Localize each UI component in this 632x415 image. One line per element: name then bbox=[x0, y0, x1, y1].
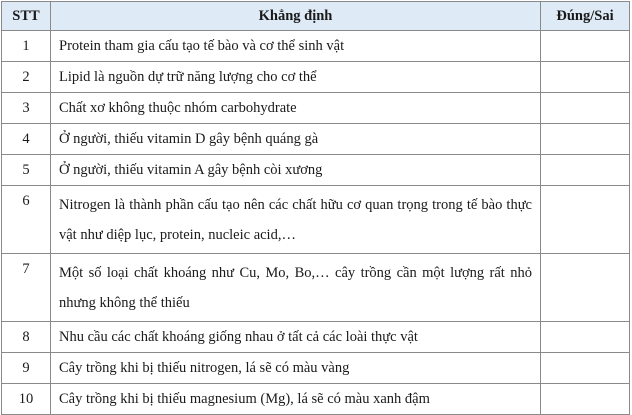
answer-cell[interactable] bbox=[541, 155, 630, 186]
answer-cell[interactable] bbox=[541, 124, 630, 155]
row-number: 4 bbox=[2, 124, 51, 155]
statement-text: Một số loại chất khoáng như Cu, Mo, Bo,… cây trồng cần một lượng rất nhỏ nhưng không thể thiếu bbox=[51, 254, 541, 322]
table-row bbox=[2, 155, 630, 186]
statement-text: Ở người, thiếu vitamin D gây bệnh quáng gà bbox=[51, 124, 541, 155]
row-number: 2 bbox=[2, 62, 51, 93]
row-number: 1 bbox=[2, 31, 51, 62]
statement-text: Cây trồng khi bị thiếu nitrogen, lá sẽ có màu vàng bbox=[51, 353, 541, 384]
statement-text: Lipid là nguồn dự trữ năng lượng cho cơ thể bbox=[51, 62, 541, 93]
statement-text: Protein tham gia cấu tạo tế bào và cơ thể sinh vật bbox=[51, 31, 541, 62]
answer-cell[interactable] bbox=[541, 93, 630, 124]
row-number: 7 bbox=[2, 254, 51, 322]
answer-cell[interactable] bbox=[541, 254, 630, 322]
row-number: 6 bbox=[2, 186, 51, 254]
statement-text: Chất xơ không thuộc nhóm carbohydrate bbox=[51, 93, 541, 124]
row-number: 10 bbox=[2, 384, 51, 415]
table-row bbox=[2, 322, 630, 353]
table-row bbox=[2, 254, 630, 322]
header-answer: Đúng/Sai bbox=[541, 2, 630, 31]
row-number: 9 bbox=[2, 353, 51, 384]
answer-cell[interactable] bbox=[541, 353, 630, 384]
statement-text: Ở người, thiếu vitamin A gây bệnh còi xương bbox=[51, 155, 541, 186]
table-row bbox=[2, 62, 630, 93]
statement-text: Nitrogen là thành phần cấu tạo nên các chất hữu cơ quan trọng trong tế bào thực vật như diệp lục, protein, nucleic acid,… bbox=[51, 186, 541, 254]
table-row bbox=[2, 384, 630, 415]
answer-cell[interactable] bbox=[541, 384, 630, 415]
table-row bbox=[2, 186, 630, 254]
header-stt: STT bbox=[2, 2, 51, 31]
table-row bbox=[2, 31, 630, 62]
row-number: 5 bbox=[2, 155, 51, 186]
table-row bbox=[2, 93, 630, 124]
true-false-table bbox=[1, 1, 630, 415]
answer-cell[interactable] bbox=[541, 31, 630, 62]
answer-cell[interactable] bbox=[541, 322, 630, 353]
answer-cell[interactable] bbox=[541, 62, 630, 93]
answer-cell[interactable] bbox=[541, 186, 630, 254]
header-statement: Khẳng định bbox=[51, 2, 541, 31]
row-number: 3 bbox=[2, 93, 51, 124]
row-number: 8 bbox=[2, 322, 51, 353]
statement-text: Cây trồng khi bị thiếu magnesium (Mg), lá sẽ có màu xanh đậm bbox=[51, 384, 541, 415]
table-row bbox=[2, 353, 630, 384]
header-row bbox=[2, 2, 630, 31]
table-row bbox=[2, 124, 630, 155]
statement-text: Nhu cầu các chất khoáng giống nhau ở tất cả các loài thực vật bbox=[51, 322, 541, 353]
